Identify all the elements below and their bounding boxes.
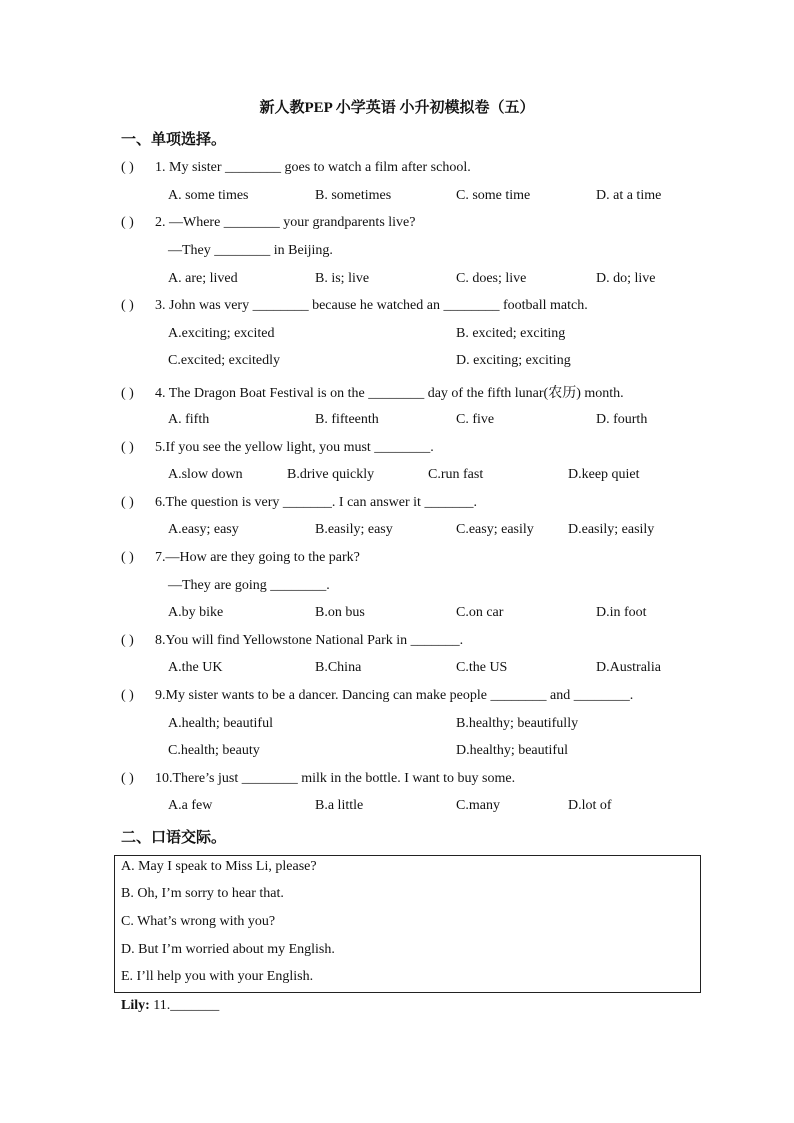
option-c: C.excited; excitedly: [168, 353, 280, 368]
option-c: C. some time: [456, 188, 531, 203]
option-c: C. does; live: [456, 271, 527, 286]
option-c: C.easy; easily: [456, 522, 534, 537]
option-a: A.easy; easy: [168, 522, 239, 537]
option-d: D.Australia: [596, 660, 661, 675]
dialogue-option-d: D. But I’m worried about my English.: [121, 942, 335, 957]
option-b: B. is; live: [315, 271, 370, 286]
dialogue-option-c: C. What’s wrong with you?: [121, 914, 276, 929]
answer-blank: ( ): [121, 550, 134, 565]
option-b: B.drive quickly: [287, 467, 375, 482]
option-b: B.healthy; beautifully: [456, 716, 579, 731]
option-b: B.on bus: [315, 605, 365, 620]
dialogue-options-box: [114, 855, 701, 993]
answer-blank: ( ): [121, 495, 134, 510]
option-a: A. are; lived: [168, 271, 238, 286]
option-d: D.easily; easily: [568, 522, 655, 537]
speaker-name: Lily:: [121, 998, 150, 1013]
option-b: B. sometimes: [315, 188, 392, 203]
option-c: C.many: [456, 798, 500, 813]
question-3: [121, 298, 588, 314]
option-a: A.by bike: [168, 605, 224, 620]
question-2: [121, 215, 415, 231]
option-c: C.run fast: [428, 467, 484, 482]
option-b: B.China: [315, 660, 362, 675]
question-4: [121, 382, 624, 402]
question-6: [121, 495, 477, 511]
option-d: D. exciting; exciting: [456, 353, 571, 368]
question-stem: 9.My sister wants to be a dancer. Dancing can make people ________ and ________.: [155, 688, 634, 703]
option-b: B.a little: [315, 798, 364, 813]
option-d: D.in foot: [596, 605, 647, 620]
option-c: C. five: [456, 412, 495, 427]
option-b: B. excited; exciting: [456, 326, 566, 341]
option-a: A.a few: [168, 798, 213, 813]
question-stem-line2: —They are going ________.: [168, 578, 330, 593]
question-stem: 2. —Where ________ your grandparents live?: [155, 215, 416, 230]
option-b: B.easily; easy: [315, 522, 393, 537]
dialogue-option-e: E. I’ll help you with your English.: [121, 969, 314, 984]
option-d: D. at a time: [596, 188, 662, 203]
answer-blank: ( ): [121, 633, 134, 648]
answer-blank: ( ): [121, 440, 134, 455]
option-a: A.exciting; excited: [168, 326, 275, 341]
question-7: [121, 550, 360, 566]
question-stem: 3. John was very ________ because he watched an ________ football match.: [155, 298, 588, 313]
option-d: D.lot of: [568, 798, 612, 813]
option-c: C.health; beauty: [168, 743, 260, 758]
option-a: A. fifth: [168, 412, 210, 427]
option-d: D. fourth: [596, 412, 648, 427]
option-a: A.slow down: [168, 467, 243, 482]
question-stem: 1. My sister ________ goes to watch a film after school.: [155, 160, 471, 175]
question-5: [121, 440, 434, 456]
option-c: C.on car: [456, 605, 504, 620]
question-stem: 4. The Dragon Boat Festival is on the ________ day of the fifth lunar(农历) month.: [155, 386, 624, 401]
option-a: A.health; beautiful: [168, 716, 273, 731]
answer-blank: ( ): [121, 771, 134, 786]
question-8: [121, 633, 463, 649]
dialogue-blank: 11._______: [149, 998, 220, 1013]
section-heading-oral-communication: 二、口语交际。: [121, 830, 227, 846]
dialogue-option-a: A. May I speak to Miss Li, please?: [121, 859, 317, 874]
question-9: [121, 688, 633, 704]
question-stem: 10.There’s just ________ milk in the bottle. I want to buy some.: [155, 771, 516, 786]
option-d: D.keep quiet: [568, 467, 640, 482]
answer-blank: ( ): [121, 298, 134, 313]
option-b: B. fifteenth: [315, 412, 379, 427]
answer-blank: ( ): [121, 386, 134, 401]
question-stem: 6.The question is very _______. I can answer it _______.: [155, 495, 477, 510]
answer-blank: ( ): [121, 215, 134, 230]
option-a: A.the UK: [168, 660, 223, 675]
option-d: D. do; live: [596, 271, 656, 286]
answer-blank: ( ): [121, 688, 134, 703]
dialogue-option-b: B. Oh, I’m sorry to hear that.: [121, 886, 284, 901]
question-stem: 5.If you see the yellow light, you must ________.: [155, 440, 434, 455]
option-d: D.healthy; beautiful: [456, 743, 568, 758]
question-1: [121, 160, 471, 176]
question-stem: 8.You will find Yellowstone National Park in _______.: [155, 633, 464, 648]
option-a: A. some times: [168, 188, 249, 203]
dialogue-line-lily: [121, 998, 219, 1014]
option-c: C.the US: [456, 660, 508, 675]
question-stem-line2: —They ________ in Beijing.: [168, 243, 333, 258]
question-10: [121, 771, 515, 787]
section-heading-multiple-choice: 一、单项选择。: [121, 132, 227, 148]
page-title: 新人教PEP 小学英语 小升初模拟卷（五）: [259, 100, 535, 116]
answer-blank: ( ): [121, 160, 134, 175]
question-stem: 7.—How are they going to the park?: [155, 550, 360, 565]
